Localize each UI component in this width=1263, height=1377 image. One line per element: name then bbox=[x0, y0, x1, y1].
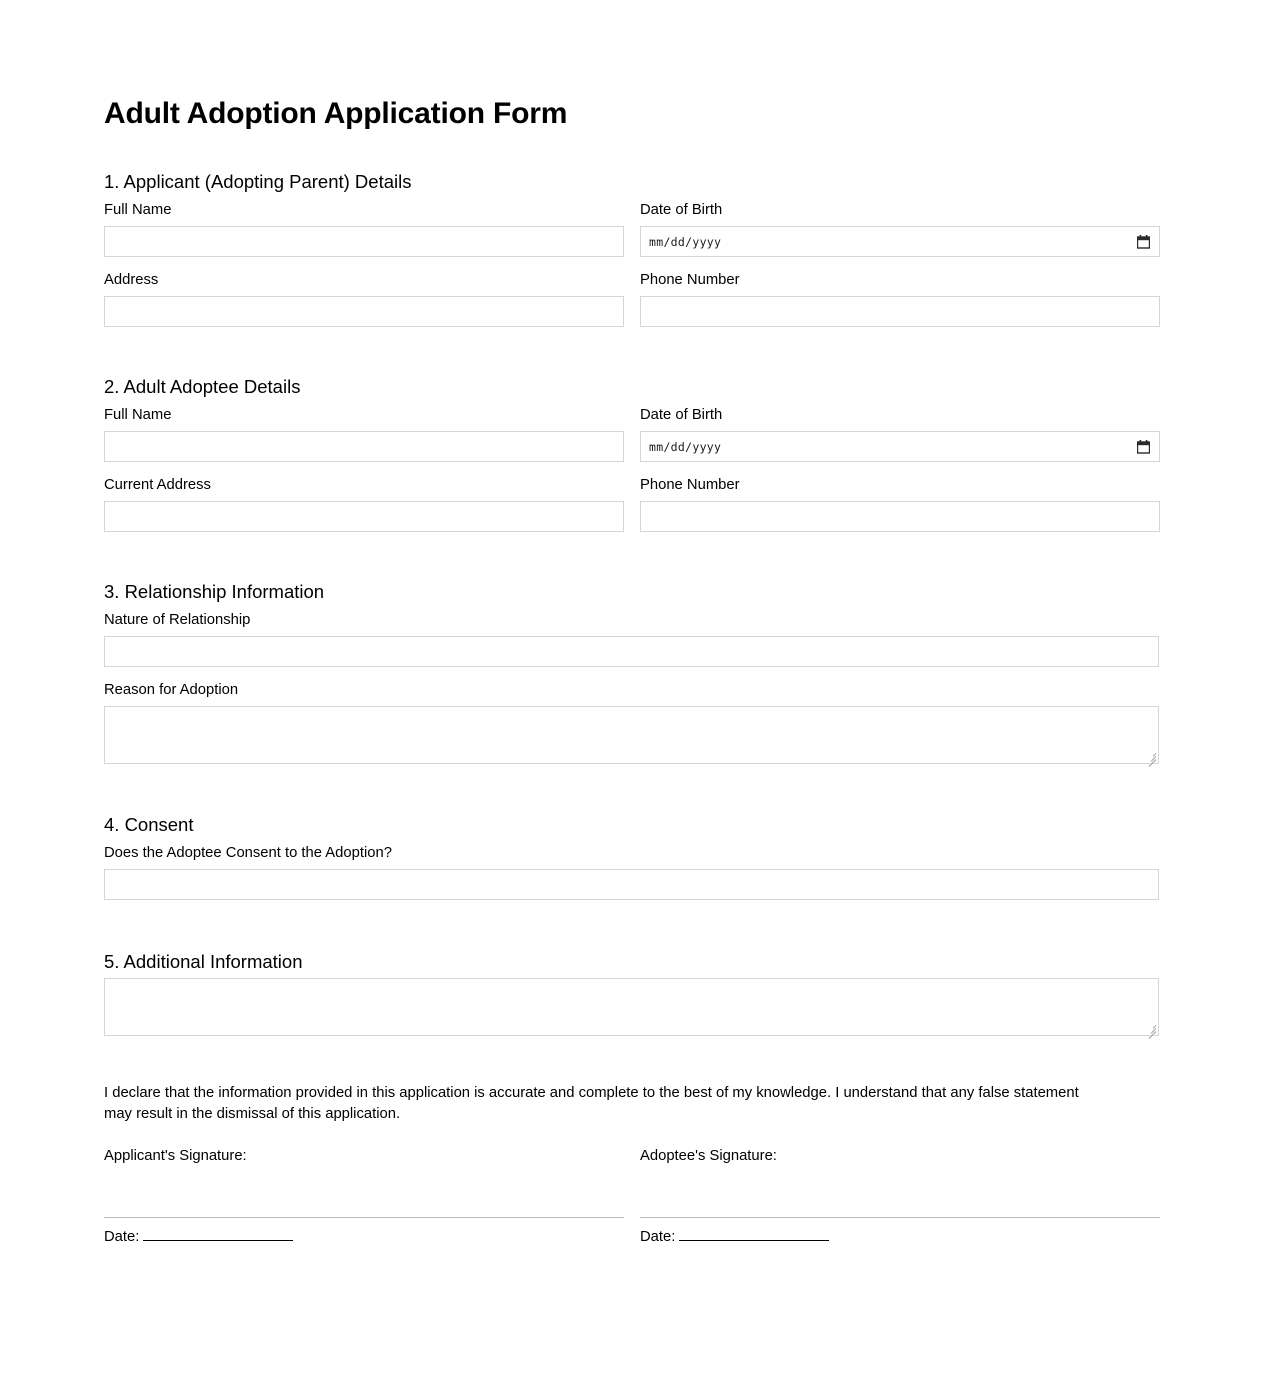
calendar-icon[interactable] bbox=[1137, 440, 1150, 454]
adoptee-signature-label: Adoptee's Signature: bbox=[640, 1148, 777, 1165]
adoptee-date-blank[interactable] bbox=[679, 1227, 829, 1241]
reason-for-adoption-textarea[interactable] bbox=[104, 706, 1159, 764]
reason-for-adoption-wrap bbox=[104, 706, 1159, 764]
adoptee-phone-label: Phone Number bbox=[640, 477, 740, 494]
applicant-signature-label: Applicant's Signature: bbox=[104, 1148, 247, 1165]
applicant-full-name-label: Full Name bbox=[104, 202, 172, 219]
applicant-dob-label: Date of Birth bbox=[640, 202, 723, 219]
adoptee-date-label: Date: bbox=[640, 1229, 676, 1246]
applicant-date-row bbox=[104, 1227, 624, 1248]
reason-for-adoption-label: Reason for Adoption bbox=[104, 682, 239, 699]
form-content bbox=[104, 96, 1159, 1248]
nature-of-relationship-label: Nature of Relationship bbox=[104, 612, 251, 629]
additional-information-wrap bbox=[104, 978, 1159, 1036]
adoptee-phone-group bbox=[640, 476, 1160, 532]
adoptee-dob-placeholder: mm/dd/yyyy bbox=[649, 439, 722, 454]
applicant-full-name-input[interactable] bbox=[104, 226, 624, 257]
adoptee-address-input[interactable] bbox=[104, 501, 624, 532]
nature-of-relationship-input[interactable] bbox=[104, 636, 1159, 667]
section-heading-5: 5. Additional Information bbox=[104, 951, 303, 973]
applicant-phone-group bbox=[640, 271, 1160, 327]
applicant-signature-group bbox=[104, 1147, 624, 1167]
additional-information-textarea[interactable] bbox=[104, 978, 1159, 1036]
section-heading-3: 3. Relationship Information bbox=[104, 581, 325, 603]
applicant-address-input[interactable] bbox=[104, 296, 624, 327]
calendar-icon[interactable] bbox=[1137, 235, 1150, 249]
adoptee-row-2 bbox=[104, 476, 1159, 532]
signature-lines-row bbox=[104, 1217, 1159, 1248]
applicant-phone-label: Phone Number bbox=[640, 272, 740, 289]
consent-group bbox=[104, 844, 1159, 900]
applicant-signature-line-group bbox=[104, 1217, 624, 1248]
section-heading-4: 4. Consent bbox=[104, 814, 194, 836]
adoptee-address-group bbox=[104, 476, 624, 532]
adoptee-full-name-group bbox=[104, 406, 624, 462]
adoptee-signature-group bbox=[640, 1147, 1160, 1167]
adoptee-full-name-label: Full Name bbox=[104, 407, 172, 424]
adoptee-row-1 bbox=[104, 406, 1159, 462]
applicant-row-1 bbox=[104, 201, 1159, 257]
section-heading-1: 1. Applicant (Adopting Parent) Details bbox=[104, 171, 412, 192]
adoptee-dob-group bbox=[640, 406, 1160, 462]
page-title: Adult Adoption Application Form bbox=[104, 97, 568, 130]
section-consent bbox=[104, 813, 1159, 900]
adoptee-address-label: Current Address bbox=[104, 477, 211, 494]
adoptee-dob-input[interactable] bbox=[640, 431, 1160, 462]
applicant-date-blank[interactable] bbox=[143, 1227, 293, 1241]
section-applicant-details bbox=[104, 170, 1159, 327]
nature-of-relationship-group bbox=[104, 611, 1159, 667]
consent-label: Does the Adoptee Consent to the Adoption? bbox=[104, 845, 392, 862]
adoptee-signature-line-group bbox=[640, 1217, 1160, 1248]
adoptee-full-name-input[interactable] bbox=[104, 431, 624, 462]
adoptee-date-row bbox=[640, 1227, 1160, 1248]
applicant-address-label: Address bbox=[104, 272, 159, 289]
adoptee-phone-input[interactable] bbox=[640, 501, 1160, 532]
applicant-dob-placeholder: mm/dd/yyyy bbox=[649, 234, 722, 249]
reason-for-adoption-group bbox=[104, 681, 1159, 764]
applicant-row-2 bbox=[104, 271, 1159, 327]
signature-labels-row bbox=[104, 1147, 1159, 1167]
applicant-dob-input[interactable] bbox=[640, 226, 1160, 257]
section-adoptee-details bbox=[104, 375, 1159, 532]
applicant-phone-input[interactable] bbox=[640, 296, 1160, 327]
additional-information-group bbox=[104, 978, 1159, 1036]
applicant-full-name-group bbox=[104, 201, 624, 257]
section-heading-2: 2. Adult Adoptee Details bbox=[104, 376, 301, 398]
applicant-address-group bbox=[104, 271, 624, 327]
applicant-dob-group bbox=[640, 201, 1160, 257]
adoptee-dob-label: Date of Birth bbox=[640, 407, 723, 424]
section-relationship-information bbox=[104, 580, 1159, 764]
consent-input[interactable] bbox=[104, 869, 1159, 900]
declaration-text: I declare that the information provided in this application is accurate and complete to the best of my knowledge. I understand that any false statement may result in the dismissal of this application. bbox=[104, 1085, 1079, 1123]
applicant-date-label: Date: bbox=[104, 1229, 140, 1246]
section-additional-information bbox=[104, 950, 1159, 1036]
